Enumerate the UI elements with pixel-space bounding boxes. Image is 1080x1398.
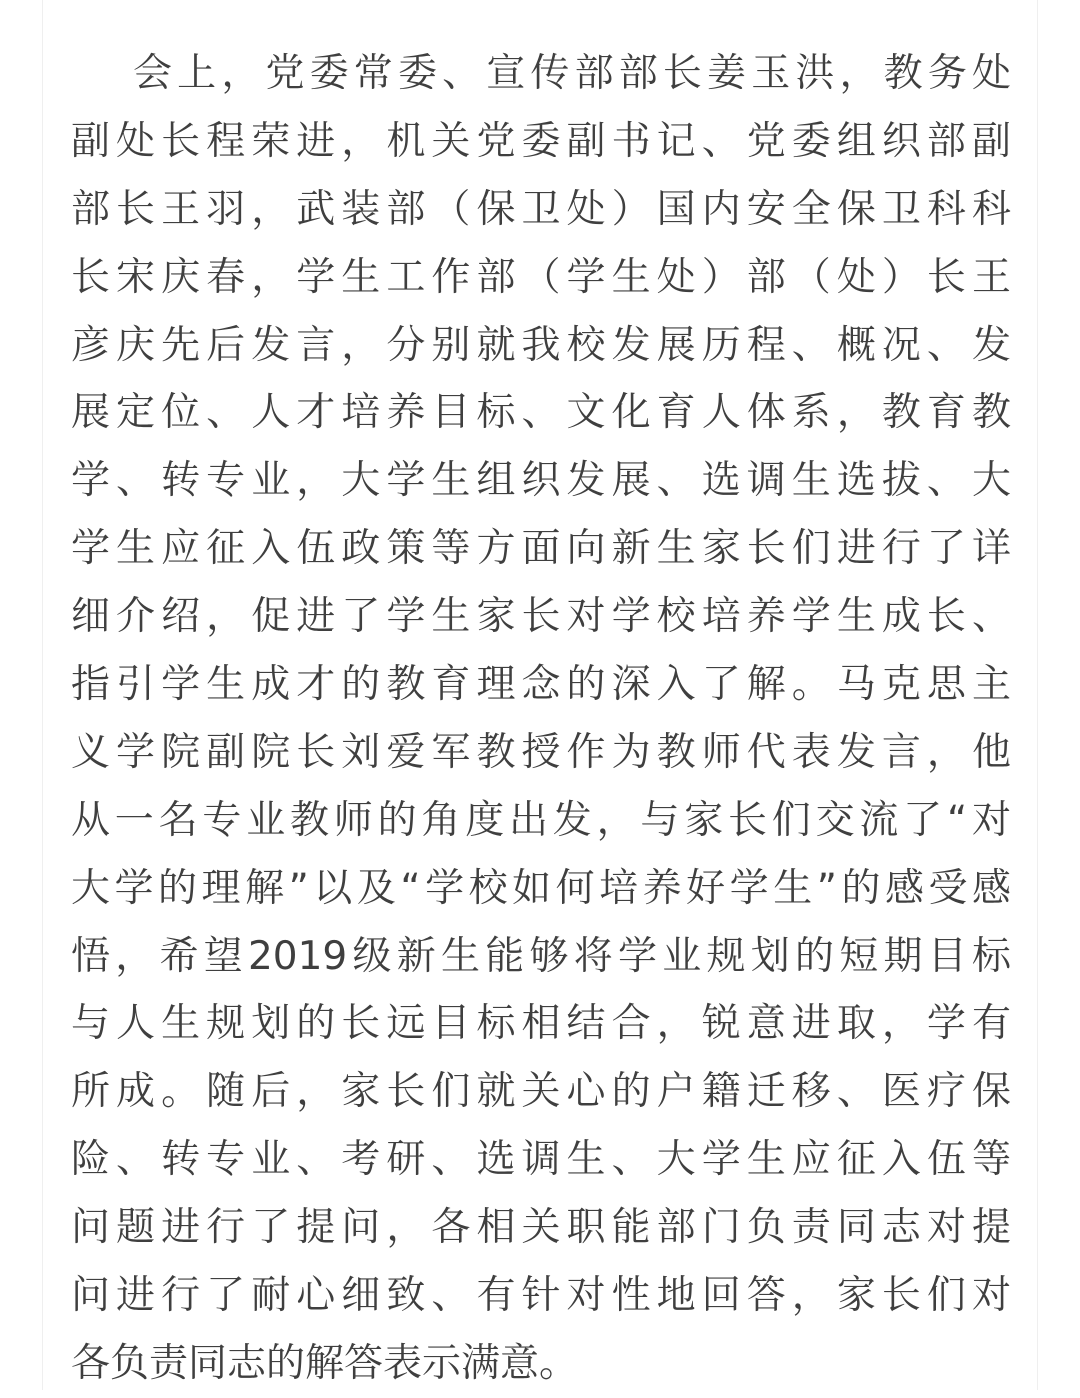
paragraph-line: 险、转专业、考研、选调生、大学生应征入伍等 (71, 1137, 1011, 1183)
paragraph-line: 大学的理解”以及“学校如何培养好学生”的感受感 (71, 865, 1011, 911)
paragraph-line: 细介绍，促进了学生家长对学校培养学生成长、 (71, 594, 1011, 640)
page-left-border (42, 0, 43, 1390)
paragraph-line: 指引学生成才的教育理念的深入了解。马克思主 (71, 662, 1011, 708)
paragraph-line: 长宋庆春，学生工作部（学生处）部（处）长王 (71, 254, 1011, 300)
paragraph-line: 问进行了耐心细致、有针对性地回答，家长们对 (71, 1273, 1011, 1319)
paragraph-line: 与人生规划的长远目标相结合，锐意进取，学有 (71, 1001, 1011, 1047)
paragraph-line: 会上，党委常委、宣传部部长姜玉洪，教务处 (133, 51, 1011, 96)
paragraph-line: 学生应征入伍政策等方面向新生家长们进行了详 (71, 526, 1011, 572)
paragraph-line: 副处长程荣进，机关党委副书记、党委组织部副 (71, 118, 1011, 164)
paragraph-line: 各负责同志的解答表示满意。 (71, 1340, 579, 1386)
paragraph-line: 悟，希望2019级新生能够将学业规划的短期目标 (71, 933, 1011, 979)
page-right-border (1037, 0, 1038, 1390)
article-paragraph (71, 40, 1011, 1398)
paragraph-line: 彦庆先后发言，分别就我校发展历程、概况、发 (71, 322, 1011, 368)
paragraph-line: 义学院副院长刘爱军教授作为教师代表发言，他 (71, 729, 1011, 775)
paragraph-line: 部长王羽，武装部（保卫处）国内安全保卫科科 (71, 186, 1011, 232)
paragraph-line: 展定位、人才培养目标、文化育人体系，教育教 (71, 390, 1011, 436)
paragraph-line: 问题进行了提问，各相关职能部门负责同志对提 (71, 1205, 1011, 1251)
paragraph-line: 学、转专业，大学生组织发展、选调生选拔、大 (71, 458, 1011, 504)
paragraph-line: 所成。随后，家长们就关心的户籍迁移、医疗保 (71, 1069, 1011, 1115)
paragraph-line: 从一名专业教师的角度出发，与家长们交流了“对 (71, 797, 1011, 843)
